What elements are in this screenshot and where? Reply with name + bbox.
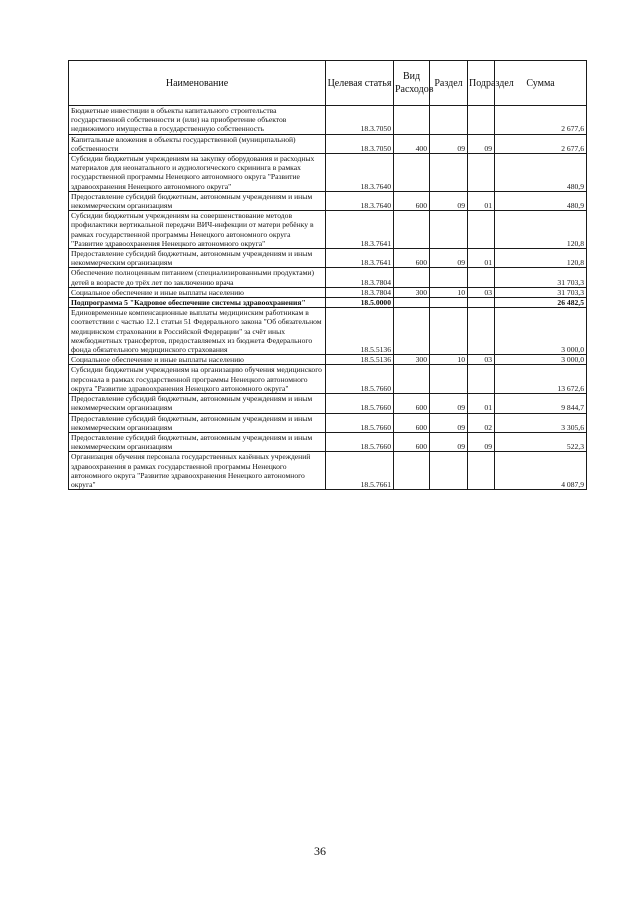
row-subsection: 03 (468, 287, 495, 297)
row-name: Подпрограмма 5 "Кадровое обеспечение системы здравоохранения" (69, 298, 326, 308)
table-row (69, 413, 587, 432)
row-sum: 480,9 (495, 191, 587, 210)
row-target: 18.5.5136 (326, 308, 394, 355)
table-row (69, 432, 587, 451)
table-row (69, 394, 587, 413)
row-kind: 600 (394, 394, 430, 413)
header-subsection: Подраздел (468, 61, 495, 106)
row-section (430, 154, 468, 192)
row-name: Предоставление субсидий бюджетным, автономным учреждениям и иным некоммерческим организациям (69, 432, 326, 451)
table-row (69, 154, 587, 192)
row-target: 18.3.7050 (326, 106, 394, 135)
row-target: 18.5.7660 (326, 413, 394, 432)
row-name: Субсидии бюджетным учреждениям на закупку оборудования и расходных материалов для неонатального и аудиологического скрининга в рамках государственной программы Ненецкого автономного округа "Развитие здравоохранения Ненецкого автономного округа" (69, 154, 326, 192)
row-subsection (468, 308, 495, 355)
row-section (430, 365, 468, 394)
header-row (69, 61, 587, 106)
row-section: 09 (430, 413, 468, 432)
header-section: Раздел (430, 61, 468, 106)
budget-sheet (68, 60, 586, 490)
row-sum: 120,8 (495, 211, 587, 249)
row-kind: 400 (394, 134, 430, 153)
row-subsection: 01 (468, 249, 495, 268)
row-kind: 600 (394, 432, 430, 451)
row-section (430, 211, 468, 249)
table-row (69, 287, 587, 297)
table-body (69, 106, 587, 490)
row-subsection (468, 298, 495, 308)
row-subsection (468, 268, 495, 287)
row-section (430, 308, 468, 355)
row-target: 18.5.7660 (326, 432, 394, 451)
row-section: 10 (430, 355, 468, 365)
row-section (430, 268, 468, 287)
row-sum: 26 482,5 (495, 298, 587, 308)
row-kind: 300 (394, 355, 430, 365)
header-kind: Вид Расходов (394, 61, 430, 106)
row-target: 18.3.7640 (326, 191, 394, 210)
row-target: 18.3.7050 (326, 134, 394, 153)
table-row (69, 298, 587, 308)
row-sum: 13 672,6 (495, 365, 587, 394)
row-kind (394, 298, 430, 308)
row-subsection (468, 106, 495, 135)
row-target: 18.3.7804 (326, 268, 394, 287)
row-section: 09 (430, 432, 468, 451)
row-target: 18.5.7660 (326, 394, 394, 413)
row-subsection: 09 (468, 134, 495, 153)
row-target: 18.5.7660 (326, 365, 394, 394)
row-target: 18.3.7640 (326, 154, 394, 192)
row-target: 18.3.7641 (326, 211, 394, 249)
row-kind (394, 365, 430, 394)
row-name: Субсидии бюджетным учреждениям на совершенствование методов профилактики вертикальной передачи ВИЧ-инфекции от матери ребёнку в рамках государственной программы Ненецкого автономного округа "Развитие здравоохранения Ненецкого автономного округа" (69, 211, 326, 249)
row-subsection: 03 (468, 355, 495, 365)
table-row (69, 268, 587, 287)
row-name: Социальное обеспечение и иные выплаты населению (69, 355, 326, 365)
table-row (69, 355, 587, 365)
row-target: 18.3.7641 (326, 249, 394, 268)
row-kind: 600 (394, 249, 430, 268)
row-kind: 600 (394, 191, 430, 210)
row-name: Капитальные вложения в объекты государственной (муниципальной) собственности (69, 134, 326, 153)
row-name: Бюджетные инвестиции в объекты капитального строительства государственной собственности и (или) на приобретение объектов недвижимого имущества в государственную собственность (69, 106, 326, 135)
row-name: Предоставление субсидий бюджетным, автономным учреждениям и иным некоммерческим организациям (69, 191, 326, 210)
row-section (430, 106, 468, 135)
row-sum: 2 677,6 (495, 106, 587, 135)
table-row (69, 249, 587, 268)
row-kind (394, 106, 430, 135)
row-subsection (468, 211, 495, 249)
row-sum: 31 703,3 (495, 287, 587, 297)
row-target: 18.3.7804 (326, 287, 394, 297)
row-name: Организация обучения персонала государственных казённых учреждений здравоохранения в рамках государственной программы Ненецкого автономного округа "Развитие здравоохранения Ненецкого автономного округа" (69, 452, 326, 490)
row-section: 10 (430, 287, 468, 297)
header-name: Наименование (69, 61, 326, 106)
row-target: 18.5.5136 (326, 355, 394, 365)
row-kind (394, 452, 430, 490)
row-section: 09 (430, 394, 468, 413)
table-row (69, 134, 587, 153)
row-sum: 31 703,3 (495, 268, 587, 287)
row-name: Предоставление субсидий бюджетным, автономным учреждениям и иным некоммерческим организациям (69, 394, 326, 413)
row-sum: 4 087,9 (495, 452, 587, 490)
table-row (69, 191, 587, 210)
row-kind (394, 268, 430, 287)
row-name: Обеспечение полноценным питанием (специализированными продуктами) детей в возрасте до трёх лет по заключению врача (69, 268, 326, 287)
row-name: Предоставление субсидий бюджетным, автономным учреждениям и иным некоммерческим организациям (69, 249, 326, 268)
row-name: Единовременные компенсационные выплаты медицинским работникам в соответствии с частью 12.1 статьи 51 Федерального закона "Об обязательном медицинском страховании в Российской Федерации" за счёт иных межбюджетных трансфертов, предоставляемых из бюджета Федерального фонда обязательного медицинского страхования (69, 308, 326, 355)
row-sum: 120,8 (495, 249, 587, 268)
table-row (69, 308, 587, 355)
row-name: Субсидии бюджетным учреждениям на организацию обучения медицинского персонала в рамках государственной программы Ненецкого автономного округа "Развитие здравоохранения Ненецкого автономного округа" (69, 365, 326, 394)
table-row (69, 365, 587, 394)
row-section: 09 (430, 191, 468, 210)
row-kind: 300 (394, 287, 430, 297)
row-section (430, 298, 468, 308)
row-target: 18.5.7661 (326, 452, 394, 490)
row-kind (394, 211, 430, 249)
header-sum: Сумма (495, 61, 587, 106)
header-target: Целевая статья (326, 61, 394, 106)
row-subsection: 02 (468, 413, 495, 432)
row-subsection: 09 (468, 432, 495, 451)
row-sum: 522,3 (495, 432, 587, 451)
row-name: Предоставление субсидий бюджетным, автономным учреждениям и иным некоммерческим организациям (69, 413, 326, 432)
row-subsection (468, 154, 495, 192)
table-row (69, 452, 587, 490)
row-section (430, 452, 468, 490)
row-sum: 3 000,0 (495, 308, 587, 355)
row-sum: 9 844,7 (495, 394, 587, 413)
row-subsection: 01 (468, 191, 495, 210)
row-subsection (468, 365, 495, 394)
table-row (69, 106, 587, 135)
row-target: 18.5.0000 (326, 298, 394, 308)
row-subsection (468, 452, 495, 490)
row-kind (394, 308, 430, 355)
table-row (69, 211, 587, 249)
row-name: Социальное обеспечение и иные выплаты населению (69, 287, 326, 297)
row-section: 09 (430, 134, 468, 153)
table-header (69, 61, 587, 106)
page-number: 36 (314, 844, 326, 858)
row-subsection: 01 (468, 394, 495, 413)
row-kind (394, 154, 430, 192)
row-sum: 3 000,0 (495, 355, 587, 365)
row-section: 09 (430, 249, 468, 268)
budget-table (68, 60, 587, 490)
row-sum: 3 305,6 (495, 413, 587, 432)
row-sum: 2 677,6 (495, 134, 587, 153)
row-kind: 600 (394, 413, 430, 432)
row-sum: 480,9 (495, 154, 587, 192)
